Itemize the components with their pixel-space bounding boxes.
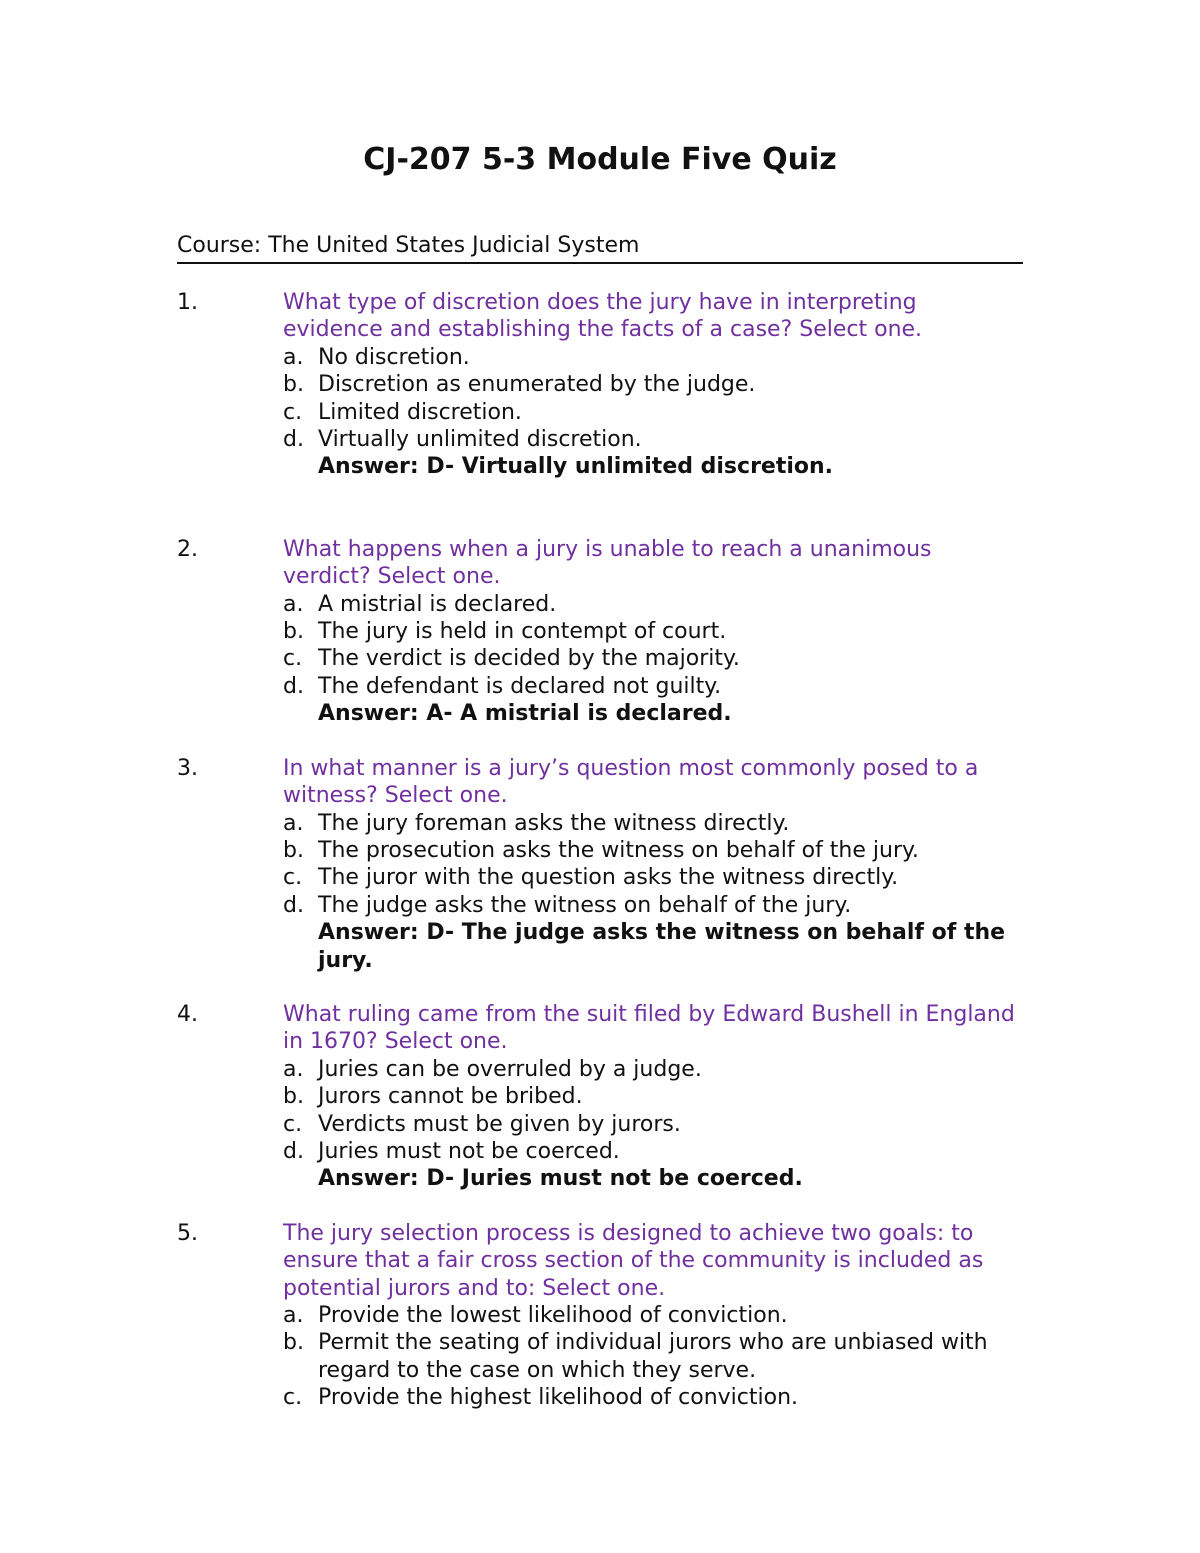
option-letter: b. xyxy=(283,837,304,863)
option-item xyxy=(283,837,1023,864)
option-letter: d. xyxy=(283,673,304,699)
question-number: 2. xyxy=(177,536,198,562)
option-letter: b. xyxy=(283,372,304,398)
option-item xyxy=(283,892,1023,919)
option-text: The jury is held in contempt of court. xyxy=(318,619,727,645)
option-text: The prosecution asks the witness on behalf of the jury. xyxy=(318,837,919,863)
option-text: Juries must not be coerced. xyxy=(318,1138,620,1164)
option-text: Jurors cannot be bribed. xyxy=(318,1084,583,1110)
option-item xyxy=(283,810,1023,837)
option-item xyxy=(283,1056,1023,1083)
option-item xyxy=(283,1083,1023,1110)
option-item xyxy=(283,371,1023,398)
option-letter: a. xyxy=(283,344,304,370)
question-number: 5. xyxy=(177,1220,198,1246)
option-item xyxy=(283,1111,1023,1138)
question-5 xyxy=(177,1220,1023,1412)
option-letter: a. xyxy=(283,810,304,836)
question-text: In what manner is a jury’s question most commonly posed to a witness? Select one. xyxy=(283,755,979,809)
option-item xyxy=(283,1302,1023,1329)
question-text: What ruling came from the suit filed by Edward Bushell in England in 1670? Select one. xyxy=(283,1001,1015,1055)
option-text: The juror with the question asks the witness directly. xyxy=(318,865,899,891)
option-item xyxy=(283,1384,1023,1411)
option-text: Discretion as enumerated by the judge. xyxy=(318,372,756,398)
option-item xyxy=(283,1329,1023,1384)
question-4 xyxy=(177,1001,1023,1193)
question-list xyxy=(177,289,1023,1412)
option-list xyxy=(283,591,1023,701)
question-text: What happens when a jury is unable to reach a unanimous verdict? Select one. xyxy=(283,536,932,590)
option-letter: a. xyxy=(283,591,304,617)
question-1 xyxy=(177,289,1023,481)
question-number: 3. xyxy=(177,755,198,781)
course-line: Course: The United States Judicial System xyxy=(177,232,1023,264)
option-list xyxy=(283,1056,1023,1166)
option-text: Juries can be overruled by a judge. xyxy=(318,1056,702,1082)
option-letter: c. xyxy=(283,1111,303,1137)
option-letter: d. xyxy=(283,427,304,453)
option-letter: c. xyxy=(283,865,303,891)
option-item xyxy=(283,591,1023,618)
question-number: 4. xyxy=(177,1001,198,1027)
answer-line: Answer: D- The judge asks the witness on behalf of the jury. xyxy=(318,920,1006,973)
option-text: Virtually unlimited discretion. xyxy=(318,427,642,453)
option-list xyxy=(283,344,1023,454)
option-text: Provide the lowest likelihood of conviction. xyxy=(318,1303,788,1328)
option-item xyxy=(283,645,1023,672)
option-item xyxy=(283,618,1023,645)
option-item xyxy=(283,344,1023,371)
option-text: No discretion. xyxy=(318,344,470,370)
option-text: Verdicts must be given by jurors. xyxy=(318,1111,681,1137)
option-text: Limited discretion. xyxy=(318,399,522,425)
option-item xyxy=(283,426,1023,453)
option-letter: c. xyxy=(283,646,303,672)
question-3 xyxy=(177,755,1023,974)
option-letter: b. xyxy=(283,1084,304,1110)
answer-line: Answer: D- Juries must not be coerced. xyxy=(318,1166,803,1192)
option-text: Provide the highest likelihood of conviction. xyxy=(318,1385,799,1411)
option-list xyxy=(283,810,1023,920)
answer-line: Answer: A- A mistrial is declared. xyxy=(318,701,732,727)
option-text: The judge asks the witness on behalf of the jury. xyxy=(318,892,852,918)
option-item xyxy=(283,1138,1023,1165)
option-letter: d. xyxy=(283,892,304,918)
question-2 xyxy=(177,536,1023,728)
option-list xyxy=(283,1302,1023,1412)
option-letter: a. xyxy=(283,1303,304,1328)
option-letter: d. xyxy=(283,1138,304,1164)
option-text: The verdict is decided by the majority. xyxy=(318,646,740,672)
option-text: Permit the seating of individual jurors who are unbiased with regard to the case on which they serve. xyxy=(318,1330,988,1383)
option-letter: a. xyxy=(283,1056,304,1082)
question-number: 1. xyxy=(177,290,198,315)
option-text: A mistrial is declared. xyxy=(318,591,557,617)
option-letter: b. xyxy=(283,1330,304,1356)
answer-line: Answer: D- Virtually unlimited discretion. xyxy=(318,454,834,480)
option-letter: c. xyxy=(283,1385,303,1411)
option-letter: b. xyxy=(283,619,304,645)
page-title: CJ-207 5-3 Module Five Quiz xyxy=(363,142,837,177)
option-item xyxy=(283,399,1023,426)
option-letter: c. xyxy=(283,399,303,425)
option-item xyxy=(283,864,1023,891)
option-item xyxy=(283,673,1023,700)
question-text: What type of discretion does the jury have in interpreting evidence and establishing the facts of a case? Select one. xyxy=(283,290,923,343)
option-text: The jury foreman asks the witness directly. xyxy=(318,810,790,836)
option-text: The defendant is declared not guilty. xyxy=(318,673,722,699)
question-text: The jury selection process is designed to achieve two goals: to ensure that a fair cross section of the community is included as potential jurors and to: Select one. xyxy=(283,1220,984,1301)
